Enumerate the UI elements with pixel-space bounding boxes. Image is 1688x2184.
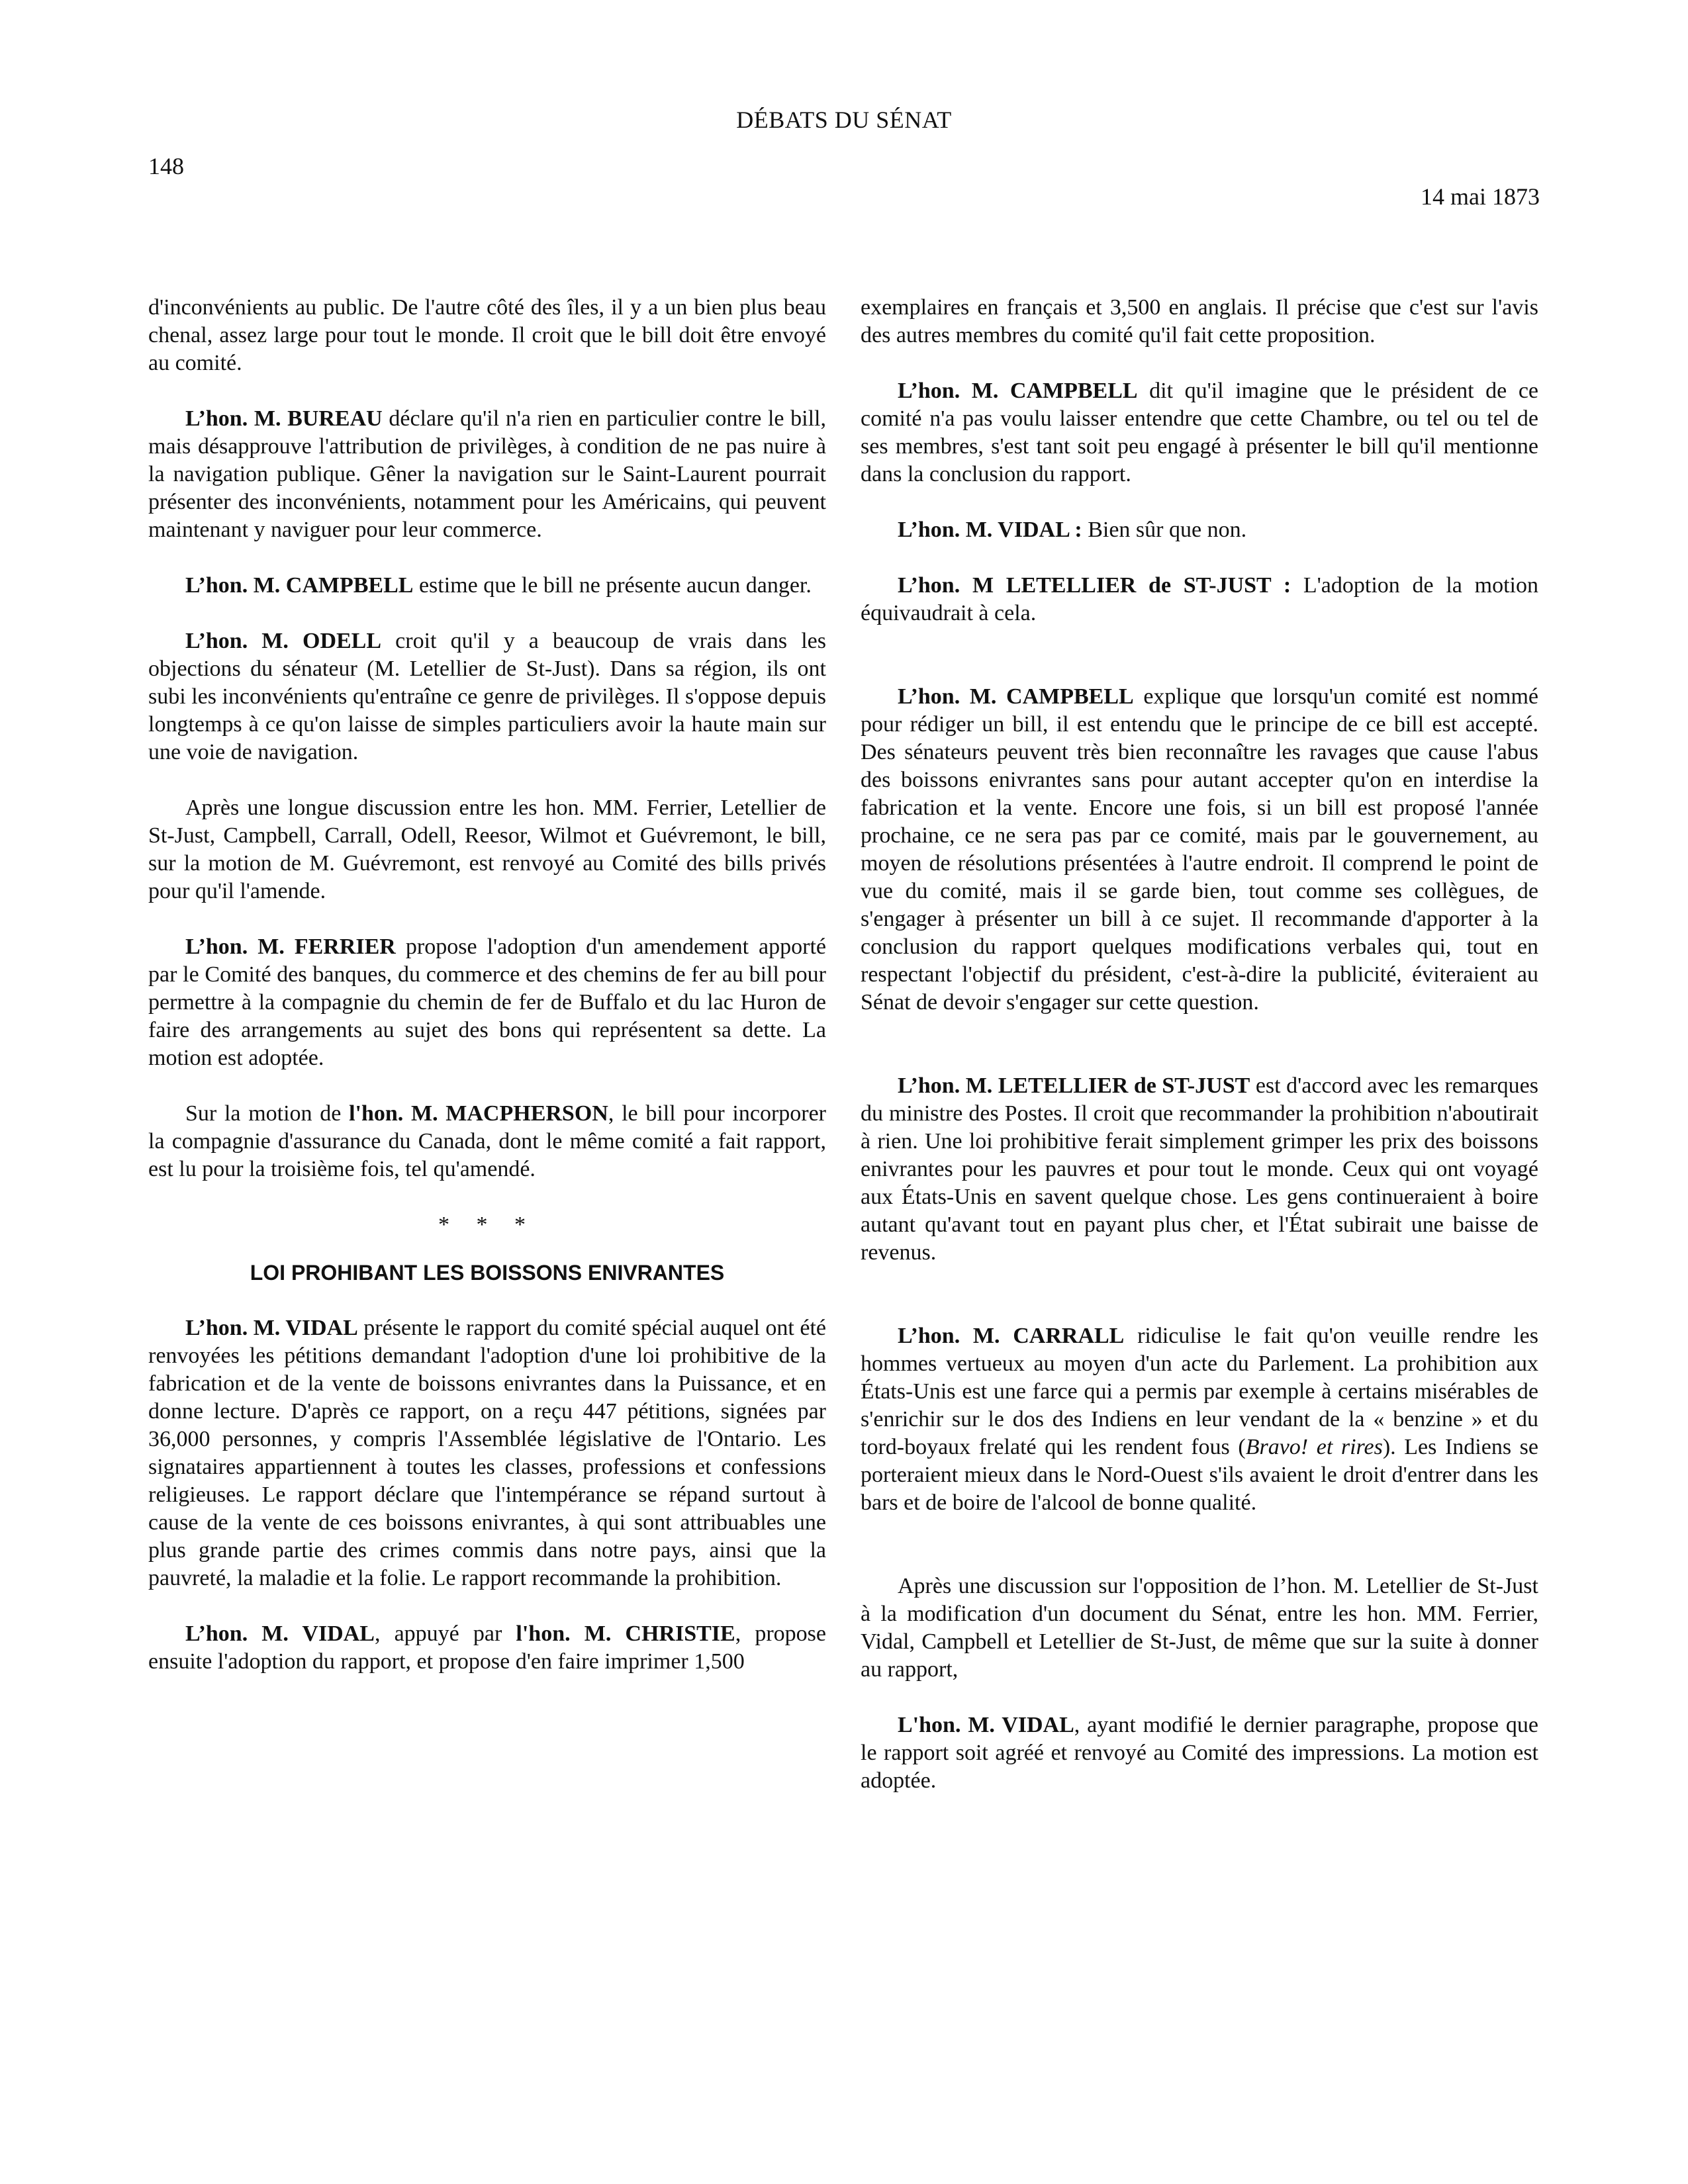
paragraph-text: Sur la motion de: [185, 1101, 350, 1126]
section-heading: LOI PROHIBANT LES BOISSONS ENIVRANTES: [250, 1261, 725, 1285]
paragraph-text: présente le rapport du comité spécial auquel ont été renvoyées les pétitions demandant l'adoption d'une loi prohibitive de la fabrication et de la vente de boissons enivrantes dans la Puissance, et en donne lecture. D'après ce rapport, on a reçu 447 pétitions, signées par 36,000 personnes, y compris l'Assemblée législative de l'Ontario. Les signataires appartiennent à toutes les classes, professions et confessions religieuses. Le rapport déclare que l'intempérance se répand surtout à cause de la vente de ces boissons enivrantes, à qui sont attribuables une plus grande partie des crimes commis dans notre pays, ainsi que la pauvreté, la maladie et la folie. Le rapport recommande la prohibition.: [148, 1316, 826, 1590]
paragraph-text: est d'accord avec les remarques du ministre des Postes. Il croit que recommander la prohibition n'aboutirait à rien. Une loi prohibitive ferait simplement grimper les prix des boissons enivrantes pour les pauvres et pour tout le monde. Ceux qui ont voyagé aux États-Unis en savent quelque chose. Les gens continueraient à boire autant qu'avant tout en payant plus cher, et l'État subirait une baisse de revenus.: [861, 1073, 1539, 1265]
speaker-name: L’hon. M. FERRIER: [185, 934, 396, 959]
paragraph: [861, 1711, 1538, 1795]
page-date: 14 mai 1873: [1421, 183, 1540, 210]
paragraph-text: , le bill pour incorporer la compagnie d'assurance du Canada, dont le même comité a fait rapport, est lu pour la troisième fois, tel qu'amendé.: [148, 1101, 827, 1181]
paragraph: d'inconvénients au public. De l'autre côté des îles, il y a un bien plus beau chenal, assez large pour tout le monde. Il croit que le bill doit être envoyé au comité.: [148, 295, 826, 375]
right-column: [861, 294, 1538, 1823]
running-title: DÉBATS DU SÉNAT: [736, 107, 952, 133]
speaker-name: L’hon. M. BUREAU: [185, 406, 383, 431]
speaker-name: L’hon. M. CAMPBELL: [185, 573, 414, 598]
paragraph-text: propose l'adoption d'un amendement apporté par le Comité des banques, du commerce et des chemins de fer au bill pour permettre à la compagnie du chemin de fer de Buffalo et du lac Huron de faire des arrangements au sujet des bons qui représentent sa dette. La motion est adoptée.: [148, 934, 826, 1070]
paragraph: [148, 572, 826, 600]
paragraph-text: ridiculise le fait qu'on veuille rendre les hommes vertueux au moyen d'un acte du Parlement. La prohibition aux États-Unis est une farce qui a permis par exemple à certains misérables de s'enrichir sur le dos des Indiens en leur vendant de la « benzine » et du tord-boyaux frelaté qui les rendent fous (: [861, 1324, 1538, 1459]
page-number: 148: [148, 153, 184, 179]
left-column: [148, 294, 826, 1704]
paragraph: [861, 377, 1538, 488]
speaker-name: L’hon. M. VIDAL :: [898, 518, 1082, 542]
paragraph-text: , propose ensuite l'adoption du rapport, et propose d'en faire imprimer 1,500: [148, 1621, 826, 1674]
speaker-name: L’hon. M. CAMPBELL: [898, 684, 1134, 709]
paragraph-text: dit qu'il imagine que le président de ce comité n'a pas voulu laisser entendre que cette Chambre, ou tel ou tel de ses membres, s'est tant soit peu engagé à présenter le bill qu'il mentionne dans la conclusion du rapport.: [861, 379, 1539, 486]
paragraph: [148, 1100, 826, 1183]
paragraph-text: L'adoption de la motion équivaudrait à cela.: [861, 573, 1538, 625]
paragraph-text: explique que lorsqu'un comité est nommé pour rédiger un bill, il est entendu que le principe de ce bill est accepté. Des sénateurs peuvent très bien reconnaître les ravages que cause l'abus des boissons enivrantes sans pour autant accepter qu'on en interdise la fabrication et la vente. Encore une fois, si un bill est proposé l'année prochaine, ce ne sera pas par ce comité, mais par le gouvernement, au moyen de résolutions présentées à l'autre endroit. Il comprend le point de vue du comité, mais il se garde bien, tout comme ses collègues, de s'engager à présenter un bill à ce sujet. Il recommande d'apporter à la conclusion du rapport quelques modifications verbales qui, tout en respectant l'objectif du président, c'est-à-dire la publicité, éviteraient au Sénat de devoir s'engager sur cette question.: [861, 684, 1538, 1015]
paragraph: [148, 405, 826, 544]
paragraph-text: croit qu'il y a beaucoup de vrais dans les objections du sénateur (M. Letellier de St-Just). Dans sa région, ils ont subi les inconvénients qu'entraîne ce genre de privilèges. Il s'oppose depuis longtemps à ce qu'on laisse de simples particuliers avoir la haute main sur une voie de navigation.: [148, 629, 826, 764]
paragraph: [148, 933, 826, 1072]
paragraph: [148, 1620, 826, 1676]
paragraph: [861, 572, 1538, 627]
paragraph: exemplaires en français et 3,500 en anglais. Il précise que c'est sur l'avis des autres membres du comité qu'il fait cette proposition.: [861, 295, 1538, 347]
speaker-name: l'hon. M. CHRISTIE: [516, 1621, 735, 1646]
speaker-name: L’hon. M. VIDAL: [185, 1621, 375, 1646]
paragraph: Après une longue discussion entre les hon. MM. Ferrier, Letellier de St-Just, Campbell, Carrall, Odell, Reesor, Wilmot et Guévremont, le bill, sur la motion de M. Guévremont, est renvoyé au Comité des bills privés pour qu'il l'amende.: [148, 796, 826, 903]
paragraph-text: , ayant modifié le dernier paragraphe, propose que le rapport soit agréé et renvoyé au Comité des impressions. La motion est adoptée.: [861, 1713, 1538, 1793]
paragraph: [148, 1314, 826, 1592]
paragraph-text: Bien sûr que non.: [1082, 518, 1247, 542]
italic-aside: Bravo! et rires: [1245, 1435, 1383, 1459]
paragraph: [148, 627, 826, 766]
speaker-name: L’hon. M. CAMPBELL: [898, 379, 1138, 403]
speaker-name: L’hon. M. ODELL: [185, 629, 382, 653]
paragraph: [861, 1322, 1538, 1517]
paragraph: [861, 683, 1538, 1017]
speaker-name: L’hon. M. CARRALL: [898, 1324, 1125, 1348]
paragraph-text: , appuyé par: [374, 1621, 516, 1646]
paragraph-text: estime que le bill ne présente aucun danger.: [413, 573, 812, 598]
speaker-name: L’hon. M LETELLIER de ST-JUST :: [898, 573, 1291, 598]
section-separator: * * *: [438, 1212, 536, 1237]
paragraph-text: déclare qu'il n'a rien en particulier contre le bill, mais désapprouve l'attribution de privilèges, à condition de ne pas nuire à la navigation publique. Gêner la navigation sur le Saint-Laurent pourrait présenter des inconvénients, notamment pour les Américains, qui peuvent maintenant y naviguer pour leur commerce.: [148, 406, 826, 542]
paragraph: [861, 1072, 1538, 1267]
paragraph-text: ). Les Indiens se porteraient mieux dans le Nord-Ouest s'ils avaient le droit d'entrer dans les bars et de boire de l'alcool de bonne qualité.: [861, 1435, 1538, 1515]
speaker-name: l'hon. M. MACPHERSON: [349, 1101, 608, 1126]
speaker-name: L’hon. M. LETELLIER de ST-JUST: [898, 1073, 1250, 1098]
speaker-name: L’hon. M. VIDAL: [185, 1316, 358, 1340]
paragraph: [861, 516, 1538, 544]
speaker-name: L'hon. M. VIDAL: [898, 1713, 1074, 1737]
paragraph: Après une discussion sur l'opposition de l’hon. M. Letellier de St-Just à la modification d'un document du Sénat, entre les hon. MM. Ferrier, Vidal, Campbell et Letellier de St-Just, de même que sur la suite à donner au rapport,: [861, 1574, 1538, 1682]
